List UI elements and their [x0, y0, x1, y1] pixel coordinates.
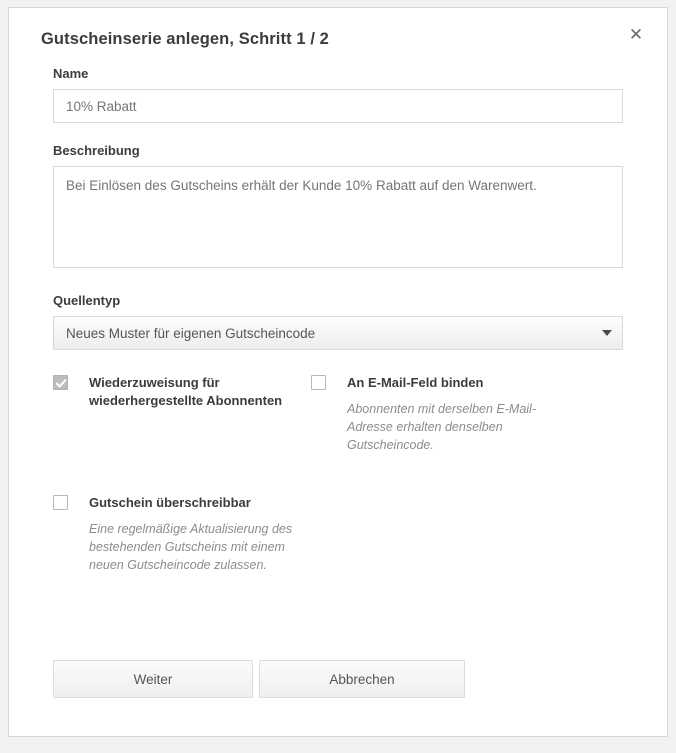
source-type-field-group	[53, 293, 623, 350]
description-label: Beschreibung	[53, 143, 140, 158]
bind-email-help-text: Abonnenten mit derselben E-Mail-Adresse erhalten denselben Gutscheincode.	[347, 402, 536, 453]
description-textarea[interactable]	[53, 166, 623, 268]
overwritable-help-text: Eine regelmäßige Aktualisierung des bestehenden Gutscheins mit einem neuen Gutscheincode zulassen.	[89, 522, 293, 573]
dialog-body	[9, 66, 667, 736]
name-input[interactable]	[53, 89, 623, 123]
name-label: Name	[53, 66, 89, 81]
bind-email-option	[311, 374, 541, 454]
reassign-label: Wiederzuweisung für wiederhergestellte Abonnenten	[89, 375, 283, 408]
chevron-down-icon	[602, 330, 612, 336]
close-icon[interactable]: ✕	[628, 25, 644, 44]
bind-email-label: An E-Mail-Feld binden	[347, 375, 484, 390]
name-field-group	[53, 66, 623, 123]
overwritable-checkbox-row[interactable]	[53, 494, 303, 512]
next-button[interactable]: Weiter	[53, 660, 253, 698]
reassign-checkbox-row[interactable]	[53, 374, 303, 410]
overwritable-label: Gutschein überschreibbar	[89, 495, 251, 510]
overwritable-option	[53, 494, 303, 574]
checkbox-options	[53, 374, 623, 464]
description-field-group	[53, 143, 623, 273]
cancel-button[interactable]: Abbrechen	[259, 660, 465, 698]
source-type-selected-value: Neues Muster für eigenen Gutscheincode	[53, 316, 623, 350]
create-voucher-series-dialog	[8, 7, 668, 737]
source-type-label: Quellentyp	[53, 293, 121, 308]
bind-email-checkbox-row[interactable]	[311, 374, 541, 392]
reassign-checkbox[interactable]	[53, 375, 68, 390]
overwritable-checkbox[interactable]	[53, 495, 68, 510]
reassign-option	[53, 374, 303, 410]
dialog-footer	[53, 660, 465, 698]
page-title: Gutscheinserie anlegen, Schritt 1 / 2	[41, 30, 329, 48]
dialog-header	[9, 8, 667, 66]
source-type-select[interactable]	[53, 316, 623, 350]
bind-email-checkbox[interactable]	[311, 375, 326, 390]
